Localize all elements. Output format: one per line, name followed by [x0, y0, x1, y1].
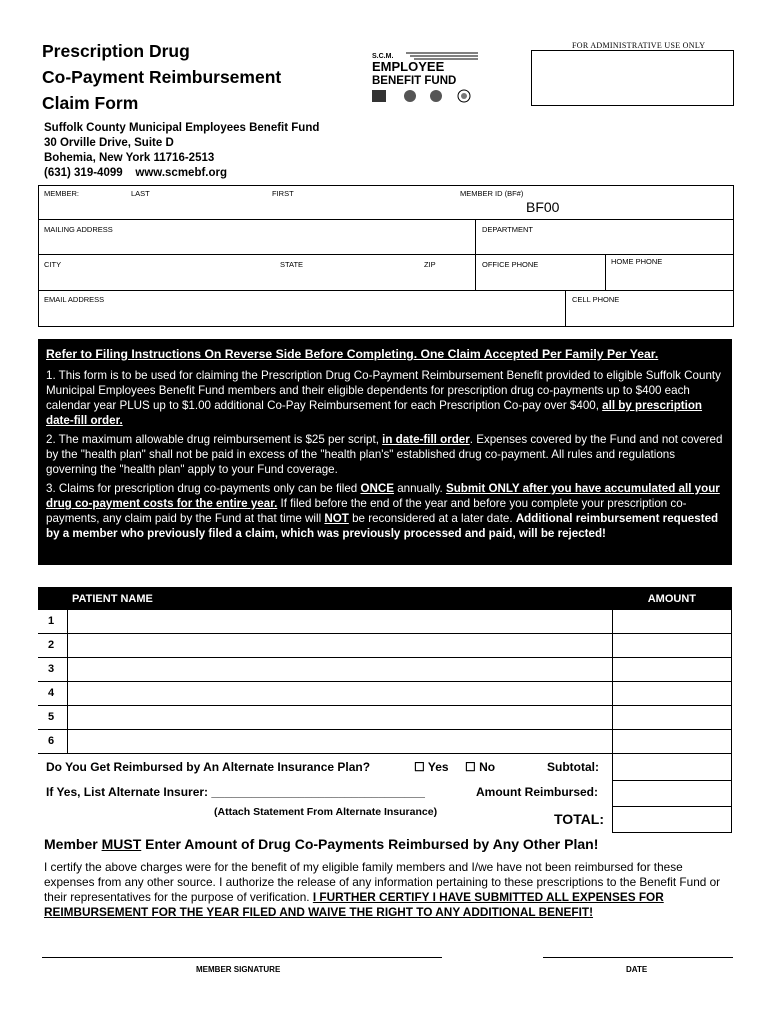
state-label: STATE: [280, 260, 304, 269]
row-number: 6: [48, 735, 55, 747]
department-field[interactable]: [478, 234, 732, 253]
home-phone-label: HOME PHONE: [611, 257, 663, 266]
member-must-notice: Member MUST Enter Amount of Drug Co-Payments Reimbursed by Any Other Plan!: [44, 836, 599, 852]
amount-reimbursed-label: Amount Reimbursed:: [476, 785, 599, 799]
table-row: [38, 658, 732, 682]
department-label: DEPARTMENT: [482, 225, 533, 234]
patient-name-field[interactable]: [69, 611, 610, 633]
table-row: [38, 706, 732, 730]
instruction-2: 2. The maximum allowable drug reimbursement is $25 per script, in date-fill order. Expenses covered by the Fund and not covered by the "health plan" shall not be paid in excess of the "health plan's" established drug co-payment. All rules and regulations governing the "health plan" apply to your Fund coverage.: [46, 433, 723, 476]
fund-name: Suffolk County Municipal Employees Benefit Fund: [44, 122, 320, 134]
mailing-address-label: MAILING ADDRESS: [44, 225, 113, 234]
amount-field[interactable]: [614, 611, 730, 633]
total-label: TOTAL:: [554, 811, 605, 827]
yes-checkbox[interactable]: ☐ Yes: [414, 760, 449, 774]
patient-name-field[interactable]: [69, 683, 610, 705]
office-phone-label: OFFICE PHONE: [482, 260, 539, 269]
patient-name-field[interactable]: [69, 635, 610, 657]
date-label: DATE: [626, 965, 648, 974]
amount-field[interactable]: [614, 659, 730, 681]
instruction-3: 3. Claims for prescription drug co-payments only can be filed ONCE annually. Submit ONLY after you have accumulated all your drug co-payment costs for the entire year. If filed before the end of the year and before you complete your prescription co-payments, any claim paid by the Fund at that time will NOT be reconsidered at a later date. Additional reimbursement requested by a member who previously filed a claim, which was previously processed and paid, will be rejected!: [46, 482, 720, 540]
row-number: 4: [48, 687, 55, 699]
table-row: [38, 730, 732, 754]
scme-benefit-fund-logo: [370, 50, 480, 106]
email-field[interactable]: [40, 305, 560, 326]
attach-statement-note: (Attach Statement From Alternate Insurance): [214, 806, 438, 818]
alt-insurance-question: Do You Get Reimbursed by An Alternate Insurance Plan?: [46, 760, 371, 774]
alt-insurer-label[interactable]: If Yes, List Alternate Insurer: ________________________________: [46, 785, 425, 799]
first-name-label: FIRST: [272, 189, 294, 198]
street: 30 Orville Drive, Suite D: [44, 137, 174, 149]
svg-text:S.C.M.: S.C.M.: [372, 53, 394, 60]
title-line-1: Prescription Drug: [42, 41, 190, 61]
instruction-1: 1. This form is to be used for claiming the Prescription Drug Co-Payment Reimbursement Benefit provided to eligible Suffolk County Municipal Employees Benefit Fund members and their eligible dependents for prescription drug co-payments up to $400 each calendar year PLUS up to $1.00 additional Co-Pay Reimbursement for each Prescription Co-pay over $400, all by prescription date-fill order.: [46, 369, 721, 427]
member-label: MEMBER:: [44, 189, 80, 198]
title-line-2: Co-Payment Reimbursement: [42, 67, 282, 87]
no-checkbox[interactable]: ☐ No: [465, 760, 496, 774]
office-phone-field[interactable]: [478, 269, 603, 289]
last-name-label: LAST: [131, 189, 150, 198]
patient-name-field[interactable]: [69, 659, 610, 681]
amount-header: AMOUNT: [647, 593, 696, 605]
svg-text:EMPLOYEE: EMPLOYEE: [372, 59, 445, 74]
amount-reimbursed-field[interactable]: [614, 782, 730, 805]
phone-website: (631) 319-4099 www.scmebf.org: [44, 167, 228, 179]
admin-use-label: FOR ADMINISTRATIVE USE ONLY: [572, 41, 706, 50]
title-line-3: Claim Form: [42, 93, 139, 113]
form-title: [42, 38, 342, 116]
last-name-field[interactable]: [131, 198, 261, 218]
subtotal-field[interactable]: [614, 756, 730, 779]
table-header: [38, 587, 732, 610]
table-row: [38, 610, 732, 634]
table-row: [38, 634, 732, 658]
row-number: 3: [48, 663, 55, 675]
row-number: 5: [48, 711, 55, 723]
patient-name-field[interactable]: [69, 707, 610, 729]
certification-text: I certify the above charges were for the benefit of my eligible family members and I/we have not been reimbursed for these expenses from any other source. I authorize the release of any information pertaining to these prescriptions to the Benefit Fund or their representatives for the purpose of verification. I FURTHER CERTIFY I HAVE SUBMITTED ALL EXPENSES FOR REIMBURSEMENT FOR THE YEAR FILED AND WAIVE THE RIGHT TO ANY ADDITIONAL BENEFIT!: [44, 860, 721, 919]
city-state-zip: Bohemia, New York 11716-2513: [44, 152, 215, 164]
patient-name-header: PATIENT NAME: [72, 593, 153, 605]
first-name-field[interactable]: [272, 198, 452, 218]
member-id-field[interactable]: BF00: [526, 199, 560, 215]
amount-field[interactable]: [614, 707, 730, 729]
zip-field[interactable]: [420, 269, 473, 289]
patient-name-field[interactable]: [69, 731, 610, 753]
mailing-address-field[interactable]: [40, 234, 470, 253]
amount-field[interactable]: [614, 635, 730, 657]
total-field[interactable]: [614, 808, 730, 831]
member-id-label: MEMBER ID (BF#): [460, 189, 524, 198]
zip-label: ZIP: [424, 260, 436, 269]
instructions-box: [38, 339, 732, 565]
row-number: 1: [48, 615, 55, 627]
state-field[interactable]: [280, 269, 410, 289]
admin-use-box: [531, 50, 734, 106]
date-field[interactable]: [543, 958, 733, 964]
amount-field[interactable]: [614, 683, 730, 705]
svg-text:BENEFIT FUND: BENEFIT FUND: [372, 75, 457, 87]
email-label: EMAIL ADDRESS: [44, 295, 105, 304]
subtotal-label: Subtotal:: [547, 760, 599, 774]
row-number: 2: [48, 639, 55, 651]
cell-phone-field[interactable]: [568, 305, 732, 326]
amount-field[interactable]: [614, 731, 730, 753]
member-signature-field[interactable]: [42, 958, 442, 964]
cell-phone-label: CELL PHONE: [572, 295, 620, 304]
instructions-heading: Refer to Filing Instructions On Reverse Side Before Completing. One Claim Accepted Per Family Per Year.: [46, 347, 659, 361]
city-label: CITY: [44, 260, 62, 269]
member-signature-label: MEMBER SIGNATURE: [196, 965, 281, 974]
home-phone-field[interactable]: [608, 266, 732, 289]
fund-address: [44, 121, 319, 181]
table-row: [38, 682, 732, 706]
city-field[interactable]: [40, 269, 270, 289]
